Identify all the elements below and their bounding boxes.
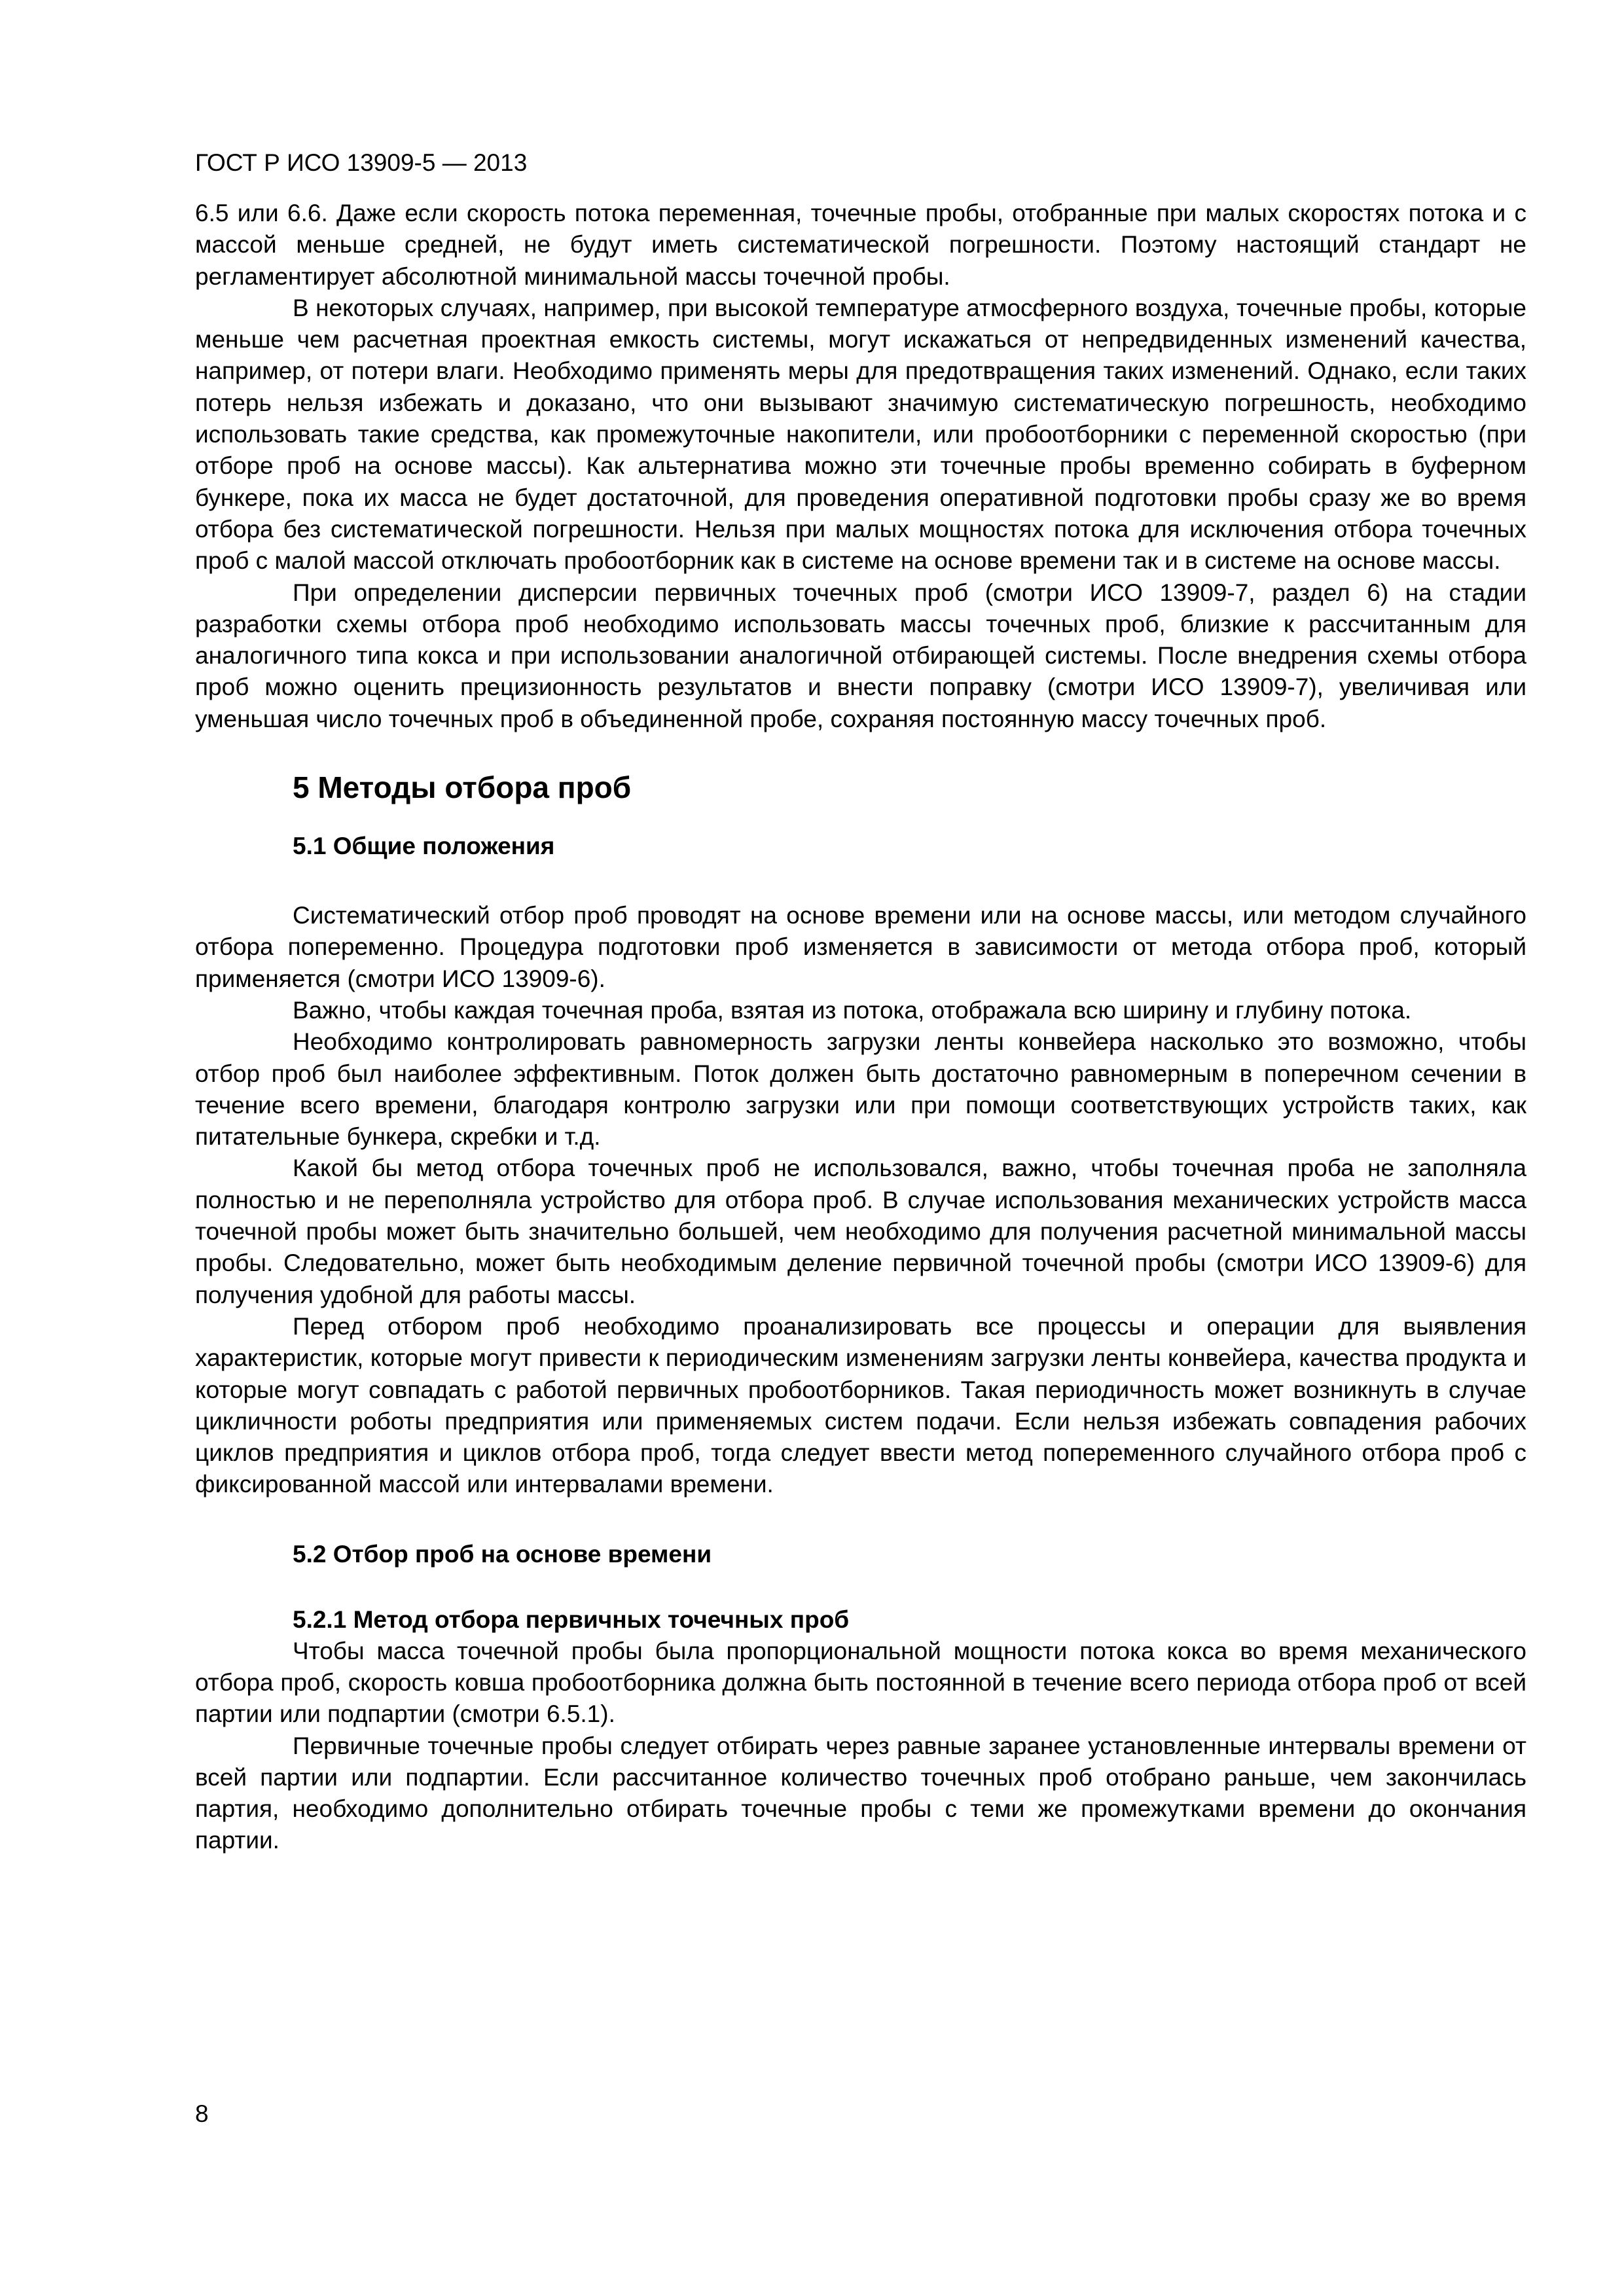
section-heading: 5 Методы отбора проб xyxy=(293,770,632,805)
subsubsection-heading: 5.2.1 Метод отбора первичных точечных проб xyxy=(293,1605,850,1633)
paragraph: Какой бы метод отбора точечных проб не использовался, важно, чтобы точечная проба не заполняла полностью и не переполняла устройство для отбора проб. В случае использования механических устройств масса точечной пробы может быть значительно большей, чем необходимо для получения расчетной минимальной массы пробы. Следовательно, может быть необходимым деление первичной точечной пробы (смотри ИСО 13909-6) для получения удобной для работы массы. xyxy=(195,1155,1526,1308)
document-page xyxy=(195,147,1526,1857)
paragraph: При определении дисперсии первичных точечных проб (смотри ИСО 13909-7, раздел 6) на стадии разработки схемы отбора проб необходимо использовать массы точечных проб, близкие к рассчитанным для аналогичного типа кокса и при использовании аналогичной отбирающей системы. После внедрения схемы отбора проб можно оценить прецизионность результатов и внести поправку (смотри ИСО 13909-7), увеличивая или уменьшая число точечных проб в объединенной пробе, сохраняя постоянную массу точечных проб. xyxy=(195,579,1526,732)
page-number: 8 xyxy=(195,2100,209,2127)
paragraph: Чтобы масса точечной пробы была пропорциональной мощности потока кокса во время механического отбора проб, скорость ковша пробоотборника должна быть постоянной в течение всего периода отбора проб от всей партии или подпартии (смотри 6.5.1). xyxy=(195,1637,1526,1728)
subsection-heading: 5.2 Отбор проб на основе времени xyxy=(293,1540,712,1568)
paragraph: Первичные точечные пробы следует отбирать через равные заранее установленные интервалы времени от всей партии или подпартии. Если рассчитанное количество точечных проб отобрано раньше, чем закончилась партия, необходимо дополнительно отбирать точечные пробы с теми же промежутками времени до окончания партии. xyxy=(195,1732,1526,1854)
paragraph: Систематический отбор проб проводят на основе времени или на основе массы, или методом случайного отбора попеременно. Процедура подготовки проб изменяется в зависимости от метода отбора проб, который применяется (смотри ИСО 13909-6). xyxy=(195,902,1526,992)
paragraph-continuation: 6.5 или 6.6. Даже если скорость потока переменная, точечные пробы, отобранные при малых скоростях потока и с массой меньше средней, не будут иметь систематической погрешности. Поэтому настоящий стандарт не регламентирует абсолютной минимальной массы точечной пробы. xyxy=(195,200,1526,290)
paragraph: Важно, чтобы каждая точечная проба, взятая из потока, отображала всю ширину и глубину потока. xyxy=(293,996,1412,1024)
document-header: ГОСТ Р ИСО 13909-5 — 2013 xyxy=(195,149,528,176)
paragraph: Перед отбором проб необходимо проанализировать все процессы и операции для выявления характеристик, которые могут привести к периодическим изменениям загрузки ленты конвейера, качества продукта и которые могут совпадать с работой первичных пробоотборников. Такая периодичность может возникнуть в случае цикличности роботы предприятия или применяемых систем подачи. Если нельзя избежать совпадения рабочих циклов предприятия и циклов отбора проб, тогда следует ввести метод попеременного случайного отбора проб с фиксированной массой или интервалами времени. xyxy=(195,1312,1526,1498)
paragraph: Необходимо контролировать равномерность загрузки ленты конвейера насколько это возможно, чтобы отбор проб был наиболее эффективным. Поток должен быть достаточно равномерным в поперечном сечении в течение всего времени, благодаря контролю загрузки или при помощи соответствующих устройств таких, как питательные бункера, скребки и т.д. xyxy=(195,1028,1526,1151)
subsection-heading: 5.1 Общие положения xyxy=(293,833,555,860)
paragraph: В некоторых случаях, например, при высокой температуре атмосферного воздуха, точечные пробы, которые меньше чем расчетная проектная емкость системы, могут искажаться от непредвиденных изменений качества, например, от потери влаги. Необходимо применять меры для предотвращения таких изменений. Однако, если таких потерь нельзя избежать и доказано, что они вызывают значимую систематическую погрешность, необходимо использовать такие средства, как промежуточные накопители, или пробоотборники с переменной скоростью (при отборе проб на основе массы). Как альтернатива можно эти точечные пробы временно собирать в буферном бункере, пока их масса не будет достаточной, для проведения оперативной подготовки пробы сразу же во время отбора без систематической погрешности. Нельзя при малых мощностях потока для исключения отбора точечных проб с малой массой отключать пробоотборник как в системе на основе времени так и в системе на основе массы. xyxy=(195,294,1526,575)
